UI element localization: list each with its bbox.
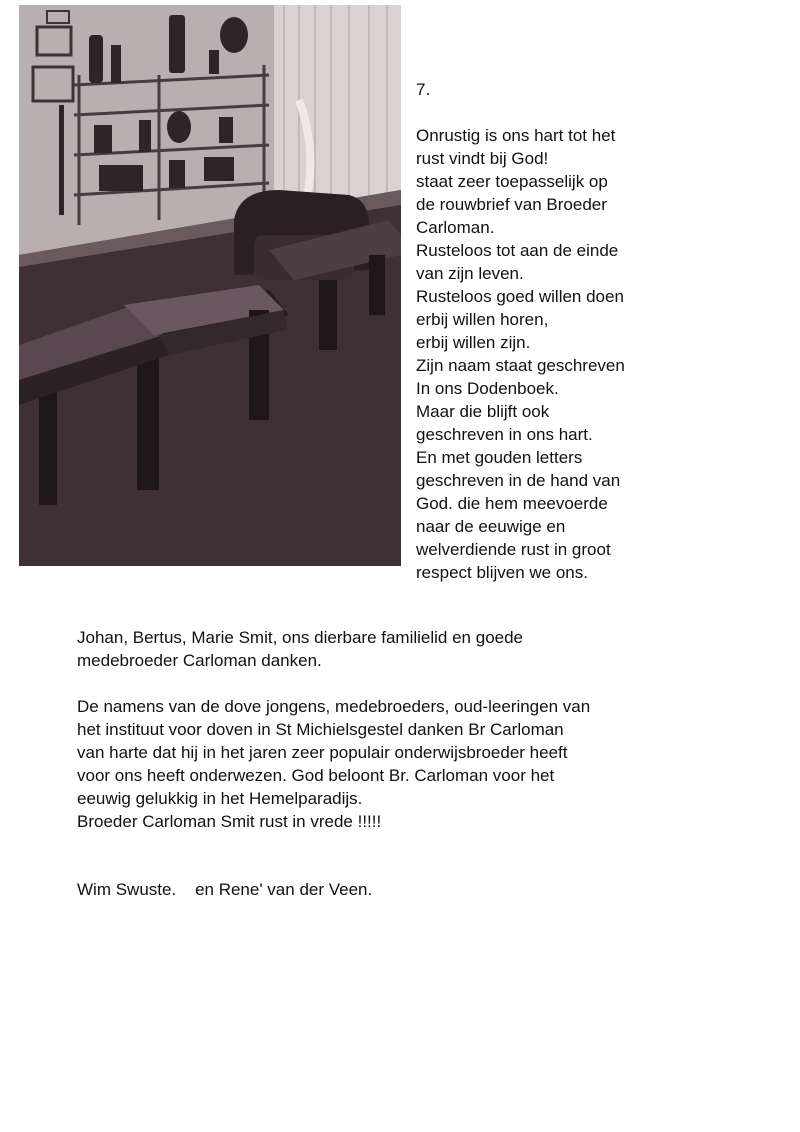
paragraph-line: voor ons heeft onderwezen. God beloont Br. Carloman voor het bbox=[77, 766, 555, 785]
poem-line: geschreven in ons hart. bbox=[416, 425, 593, 444]
paragraph-line: van harte dat hij in het jaren zeer populair onderwijsbroeder heeft bbox=[77, 743, 568, 762]
memorial-room-photo bbox=[19, 5, 401, 566]
page-number: 7. bbox=[416, 80, 431, 99]
poem-line: de rouwbrief van Broeder bbox=[416, 195, 607, 214]
paragraph-line: het instituut voor doven in St Michielsgestel danken Br Carloman bbox=[77, 720, 564, 739]
poem-line: Rusteloos goed willen doen bbox=[416, 287, 624, 306]
family-thanks-paragraph bbox=[77, 626, 677, 672]
poem-line: staat zeer toepasselijk op bbox=[416, 172, 608, 191]
paragraph-line: De namens van de dove jongens, medebroeders, oud-leeringen van bbox=[77, 697, 591, 716]
poem-line: Rusteloos tot aan de einde bbox=[416, 241, 619, 260]
poem-line: erbij willen horen, bbox=[416, 310, 549, 329]
paragraph-line: Broeder Carloman Smit rust in vrede !!!!! bbox=[77, 812, 382, 831]
poem-line: Carloman. bbox=[416, 218, 495, 237]
poem-line: Maar die blijft ook bbox=[416, 402, 550, 421]
photo-illustration bbox=[19, 5, 401, 566]
poem-line: Zijn naam staat geschreven bbox=[416, 356, 625, 375]
poem-line: welverdiende rust in groot bbox=[416, 540, 611, 559]
paragraph-line: Johan, Bertus, Marie Smit, ons dierbare familielid en goede bbox=[77, 628, 524, 647]
poem-line: naar de eeuwige en bbox=[416, 517, 566, 536]
students-thanks-paragraph bbox=[77, 695, 677, 833]
poem-line: Onrustig is ons hart tot het bbox=[416, 126, 616, 145]
poem bbox=[416, 78, 666, 584]
paragraph-line: eeuwig gelukkig in het Hemelparadijs. bbox=[77, 789, 363, 808]
poem-line: God. die hem meevoerde bbox=[416, 494, 608, 513]
poem-line: En met gouden letters bbox=[416, 448, 583, 467]
poem-line: van zijn leven. bbox=[416, 264, 524, 283]
paragraph-line: medebroeder Carloman danken. bbox=[77, 651, 322, 670]
poem-line: rust vindt bij God! bbox=[416, 149, 549, 168]
poem-line: geschreven in de hand van bbox=[416, 471, 621, 490]
poem-line: erbij willen zijn. bbox=[416, 333, 531, 352]
signature: Wim Swuste. en Rene' van der Veen. bbox=[77, 880, 373, 899]
poem-line: respect blijven we ons. bbox=[416, 563, 588, 582]
poem-line: In ons Dodenboek. bbox=[416, 379, 559, 398]
